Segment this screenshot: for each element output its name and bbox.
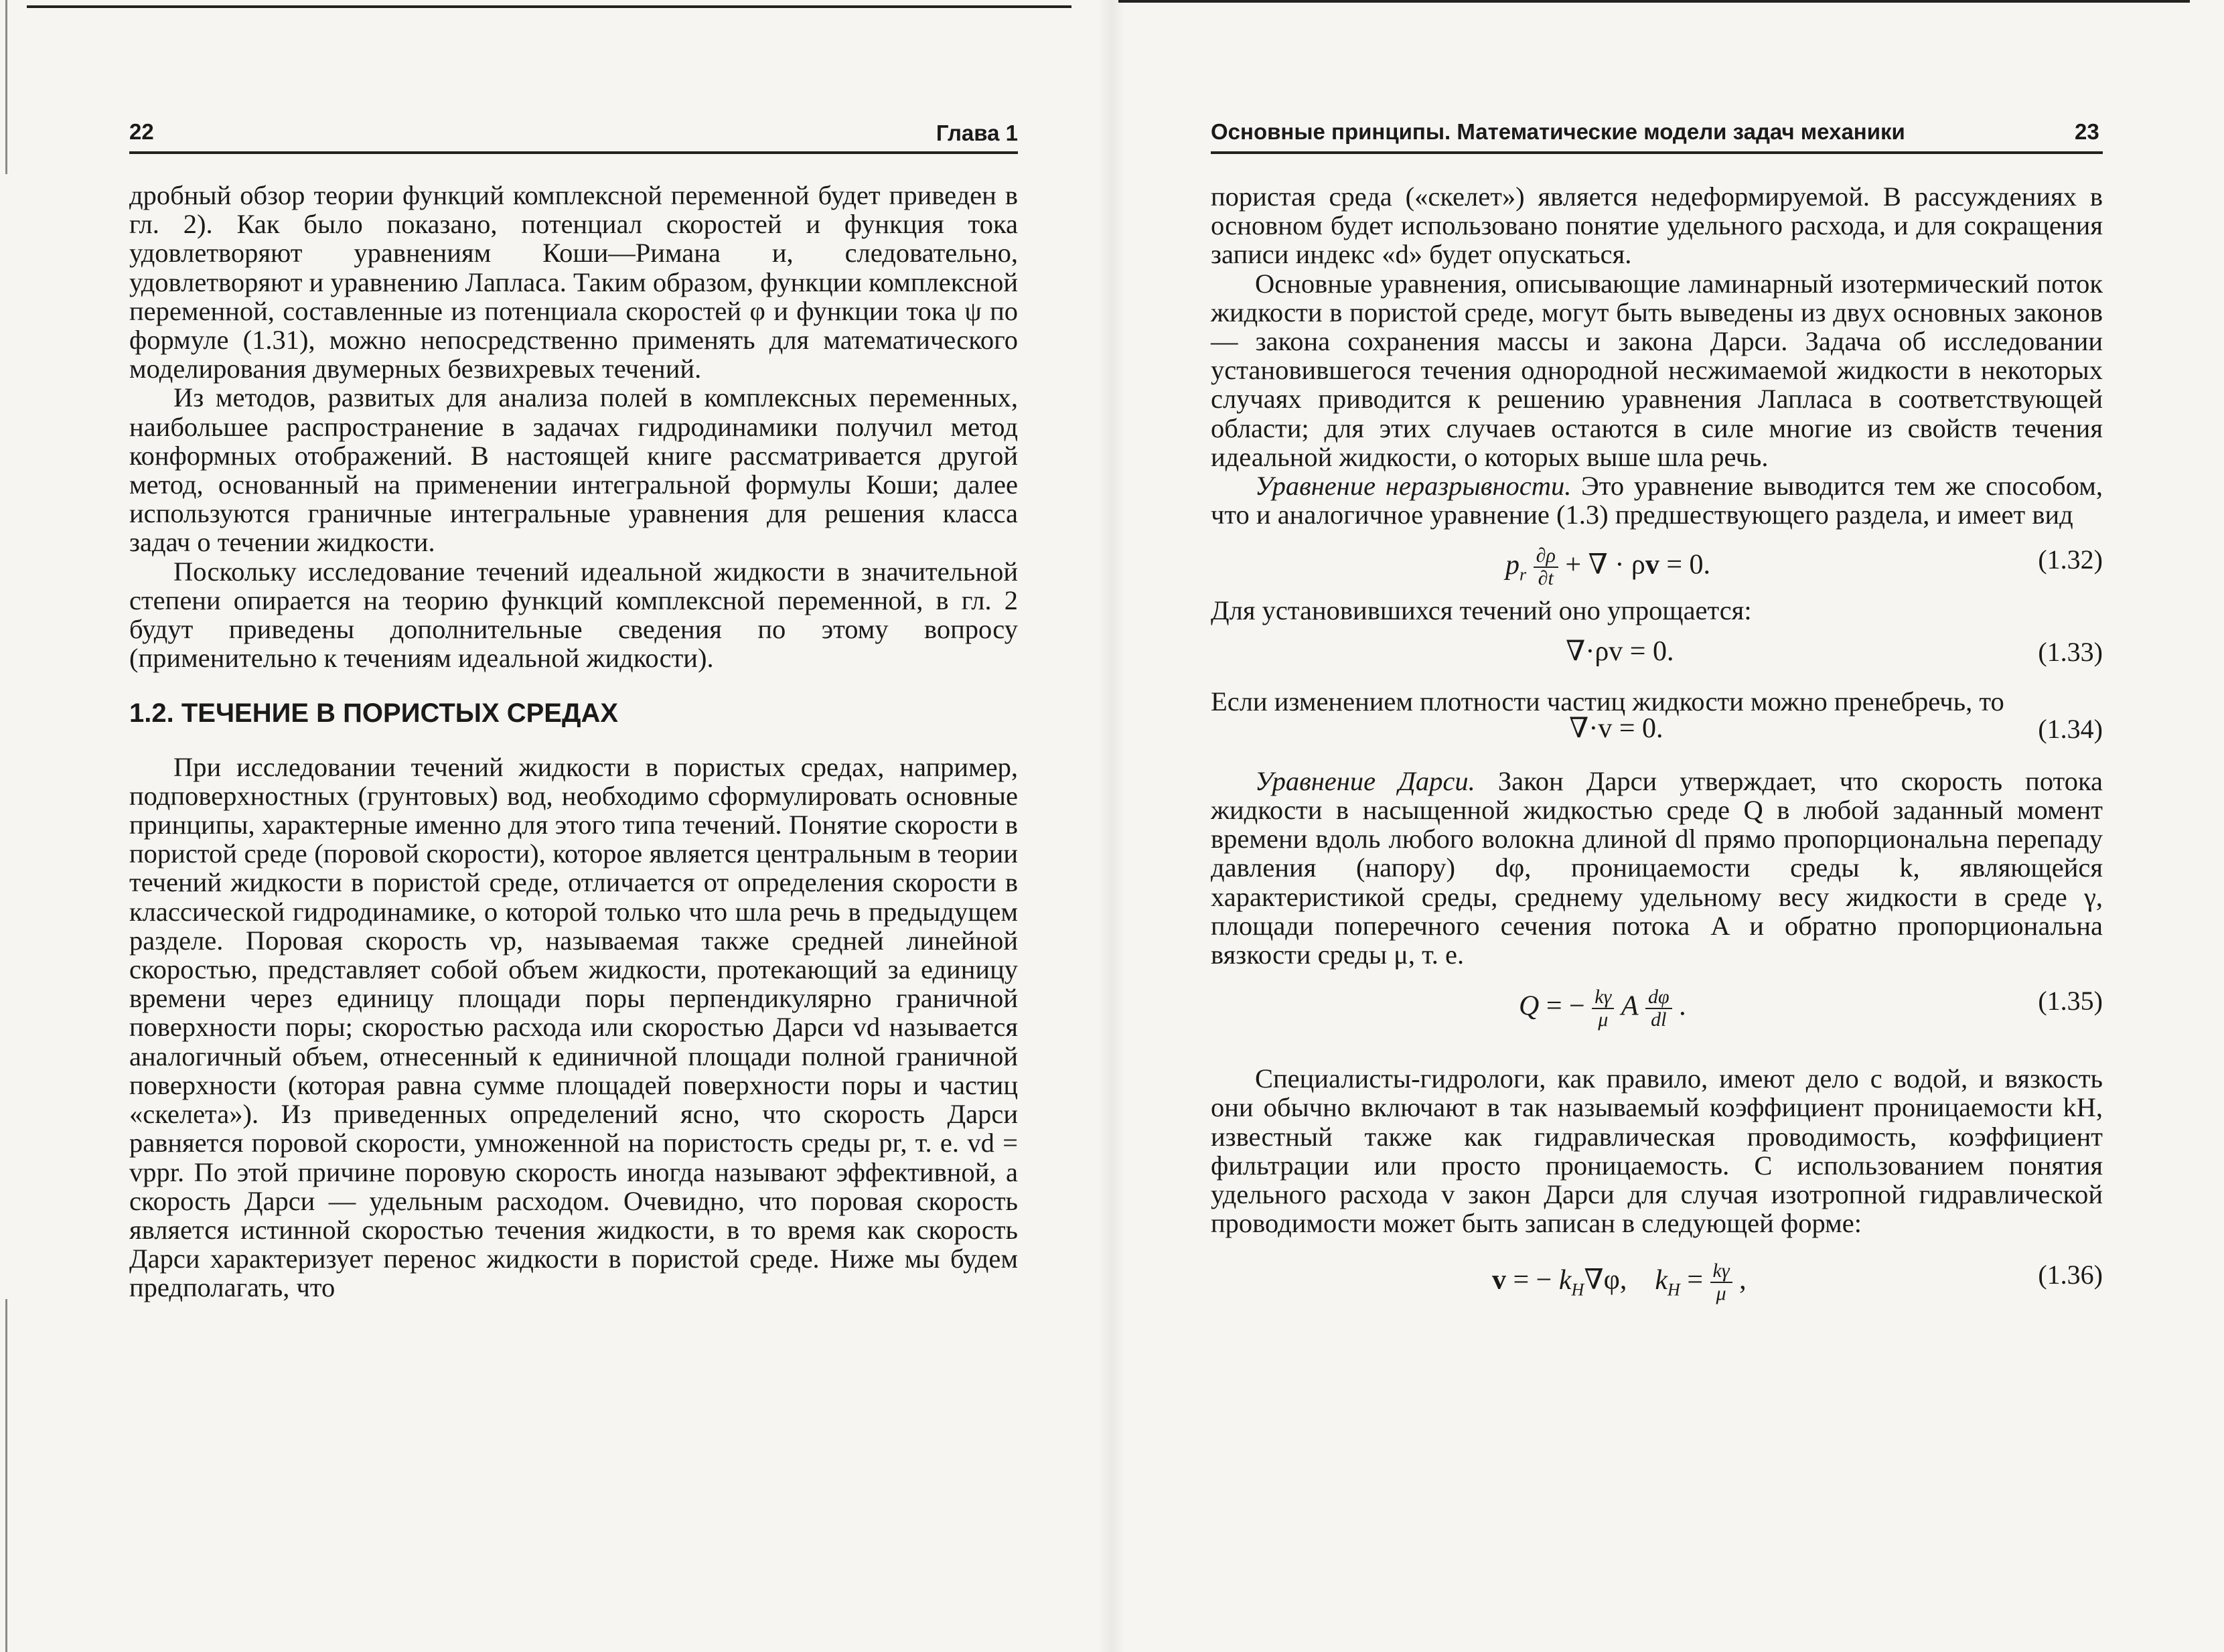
equation-formula: $p_r$ $\frac{\partial\rho}{\partial t}$ + ∇ · ρv = 0. xyxy=(1505,544,1711,590)
equation-number: (1.35) xyxy=(2038,986,2103,1017)
equation-1-32 xyxy=(1211,538,2103,589)
paragraph: Уравнение неразрывности. Это уравнение выводится тем же способом, что и аналогичное уравнение (1.3) предшествующего раздела, и имеет вид xyxy=(1211,471,2103,530)
equation-formula: ∇·ρv = 0. xyxy=(1566,635,1674,667)
left-text-column xyxy=(129,181,1018,1302)
header-rule xyxy=(1211,151,2103,154)
equation-1-34 xyxy=(1211,708,2103,752)
paragraph: Специалисты-гидрологи, как правило, имеют дело с водой, и вязкость они обычно включают в так называемый коэффициент проницаемости kH, известный также как гидравлическая проводимость, коэффициент фильтрации или просто проницаемость. С использованием понятия удельного расхода v закон Дарси для случая изотропной гидравлической проводимости может быть записан в следующей форме: xyxy=(1211,1063,2103,1239)
right-text-column xyxy=(1211,182,2103,1308)
equation-1-36 xyxy=(1211,1254,2103,1308)
paragraph: Основные уравнения, описывающие ламинарный изотермический поток жидкости в пористой среде, могут быть выведены из двух основных законов — закона сохранения массы и закона Дарси. Задача об исследовании установившегося течения однородной несжимаемой жидкости в некоторых случаях приводится к решению уравнения Лапласа в соответствующей области; для этих случаев остаются в силе многие из свойств течения идеальной жидкости, о которых выше шла речь. xyxy=(1211,268,2103,472)
paragraph: При исследовании течений жидкости в пористых средах, например, подповерхностных (грунтовых) вод, необходимо сформулировать основные принципы, характерные именно для этого типа течений. Понятие скорости в пористой среде (поровой скорости), которое является центральным в теории течений жидкости в пористой среде, отличается от определения скорости в классической гидродинамике, о которой только что шла речь в предыдущем разделе. Поровая скорость vp, называемая также средней линейной скоростью, представляет собой объем жидкости, протекающий за единицу времени через единицу площади поры перпендикулярно граничной поверхности поры; скоростью расхода или скоростью Дарси vd называется аналогичный объем, отнесенный к единичной площади полной граничной поверхности (которая равна сумме площадей поверхности поры и частиц «скелета»). Из приведенных определений ясно, что скорость Дарси равняется поровой скорости, умноженной на пористость среды pr, т. е. vd = vppr. По этой причине поровую скорость иногда называют эффективной, а скорость Дарси — удельным расходом. Очевидно, что поровая скорость является истинной скоростью течения жидкости, в то время как скорость Дарси характеризует перенос жидкости в пористой среде. Ниже мы будем предполагать, что xyxy=(129,751,1018,1303)
running-head: Основные принципы. Математические модели задач механики xyxy=(1211,119,1905,144)
header-rule xyxy=(129,151,1018,154)
equation-1-33 xyxy=(1211,631,2103,675)
equation-number: (1.32) xyxy=(2038,544,2103,575)
equation-number: (1.36) xyxy=(2038,1260,2103,1290)
paragraph: пористая среда («скелет») является недеформируемой. В рассуждениях в основном будет использовано понятие удельного расхода, и для сокращения записи индекс «d» будет опускаться. xyxy=(1211,181,2103,270)
right-page xyxy=(1112,0,2224,1652)
equation-number: (1.34) xyxy=(2038,713,2103,744)
italic-run-in: Уравнение неразрывности. xyxy=(1255,471,1572,502)
paragraph: дробный обзор теории функций комплексной переменной будет приведен в гл. 2). Как было показано, потенциал скоростей и функция тока удовлетворяют уравнениям Коши—Римана и, следовательно, удовлетворяют и уравнению Лапласа. Таким образом, функции комплексной переменной, составленные из потенциала скоростей φ и функции тока ψ по формуле (1.31), можно непосредственно применять для математического моделирования двумерных безвихревых течений. xyxy=(129,180,1018,384)
section-heading: 1.2. ТЕЧЕНИЕ В ПОРИСТЫХ СРЕДАХ xyxy=(129,698,619,729)
equation-formula: v = − $k_H\nabla\varphi$, $k_H$ = $\frac{k\gamma}{\mu}$ , xyxy=(1492,1260,1747,1305)
italic-run-in: Уравнение Дарси. xyxy=(1255,765,1475,796)
paragraph: Уравнение Дарси. Закон Дарси утверждает, что скорость потока жидкости в насыщенной жидкостью среде Q в любой заданный момент времени вдоль любого волокна длиной dl прямо пропорциональна перепаду давления (напору) dφ, проницаемости среды k, являющейся характеристикой среды, среднему удельному весу жидкости в среде γ, площади поперечного сечения потока A и обратно пропорциональна вязкости среды μ, т. е. xyxy=(1211,765,2103,970)
page-number: 22 xyxy=(129,119,154,144)
equation-formula: ∇·v = 0. xyxy=(1569,712,1663,744)
equation-1-35 xyxy=(1211,980,2103,1035)
page-number: 23 xyxy=(2075,119,2099,144)
paragraph: Если изменением плотности частиц жидкости можно пренебречь, то xyxy=(1211,686,2004,717)
paragraph: Для установившихся течений оно упрощается: xyxy=(1211,595,1752,626)
running-head: Глава 1 xyxy=(936,121,1018,145)
equation-formula: Q = − $\frac{k\gamma}{\mu}$ A $\frac{d\varphi}{dl}$ . xyxy=(1519,986,1686,1031)
paragraph: Из методов, развитых для анализа полей в комплексных переменных, наибольшее распространение в задачах гидродинамики получил метод конформных отображений. В настоящей книге рассматривается другой метод, основанный на применении интегральной формулы Коши; далее используются граничные интегральные уравнения для решения класса задач о течении жидкости. xyxy=(129,382,1018,558)
equation-number: (1.33) xyxy=(2038,636,2103,667)
paragraph: Поскольку исследование течений идеальной жидкости в значительной степени опирается на теорию функций комплексной переменной, в гл. 2 будут приведены дополнительные сведения по этому вопросу (применительно к течениям идеальной жидкости). xyxy=(129,556,1018,674)
